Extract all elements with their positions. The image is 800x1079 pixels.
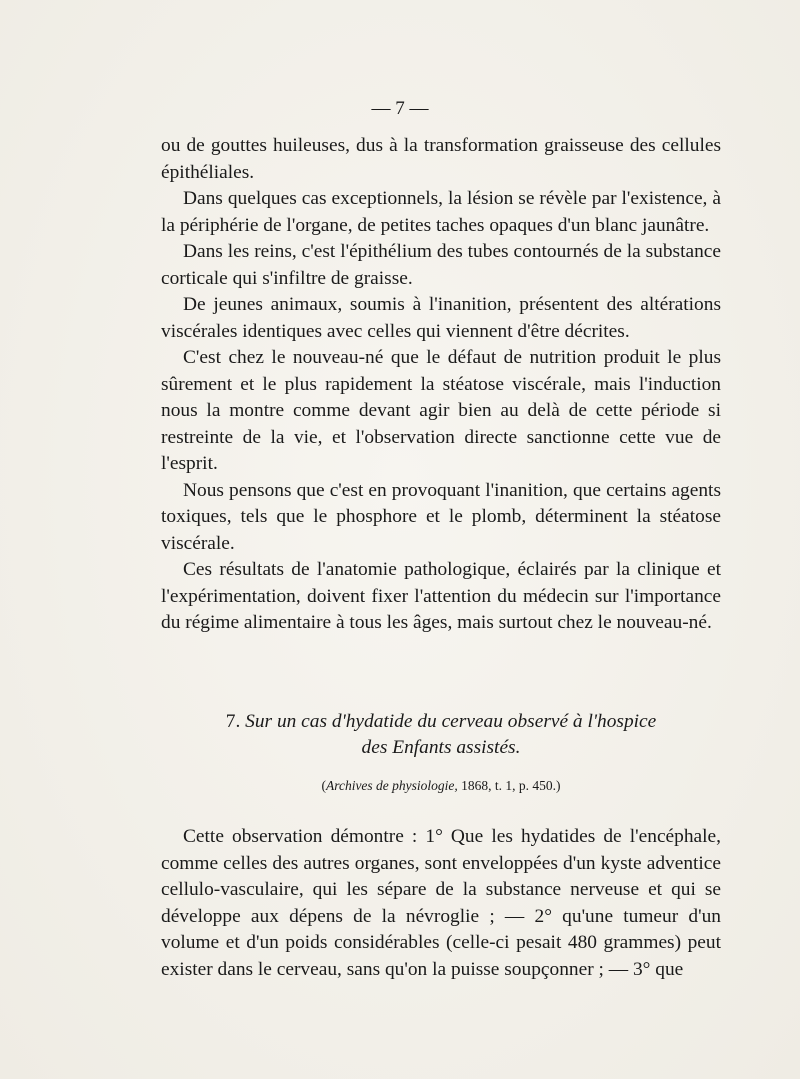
section-number: 7. — [225, 711, 241, 732]
citation-open: ( — [321, 778, 326, 793]
section-title-line-2: des Enfants assistés. — [361, 737, 521, 758]
paragraph: C'est chez le nouveau-né que le défaut de nutrition produit le plus sûrement et le plus rapidement la stéatose viscérale, mais l'induction nous la montre comme devant agir bien au delà de cette période si restreinte de la vie, et l'observation directe sanctionne cette vue de l'esprit. — [161, 347, 721, 474]
body-text-top — [161, 133, 721, 637]
paragraph: Ces résultats de l'anatomie pathologique, éclairés par la clinique et l'expérimentation, doivent fixer l'attention du médecin sur l'importance du régime alimentaire à tous les âges, mais surtout chez le nouveau-né. — [161, 559, 721, 633]
paragraph: Cette observation démontre : 1° Que les hydatides de l'encéphale, comme celles des autres organes, sont enveloppées d'un kyste adventice cellulo-vasculaire, qui les sépare de la substance nerveuse et qui se développe aux dépens de la névroglie ; — 2° qu'une tumeur d'un volume et d'un poids considérables (celle-ci pesait 480 grammes) peut exister dans le cerveau, sans qu'on la puisse soupçonner ; — 3° que — [161, 826, 721, 980]
body-text-bottom — [161, 824, 721, 983]
paragraph: Nous pensons que c'est en provoquant l'inanition, que certains agents toxiques, tels que le phosphore et le plomb, déterminent la stéatose viscérale. — [161, 479, 721, 554]
paragraph: De jeunes animaux, soumis à l'inanition, présentent des altérations viscérales identiques avec celles qui viennent d'être décrites. — [161, 294, 721, 342]
paragraph: Dans les reins, c'est l'épithélium des tubes contournés de la substance corticale qui s'infiltre de graisse. — [161, 241, 721, 289]
paragraph: Dans quelques cas exceptionnels, la lésion se révèle par l'existence, à la périphérie de l'organe, de petites taches opaques d'un blanc jaunâtre. — [161, 188, 721, 236]
citation-journal: Archives de physiologie, — [325, 778, 458, 793]
section-title-line-1 — [161, 709, 721, 735]
section-heading — [161, 709, 721, 761]
page-number: — 7 — — [371, 98, 429, 119]
citation-details: 1868, t. 1, p. 450.) — [457, 778, 561, 793]
paragraph: ou de gouttes huileuses, dus à la transformation graisseuse des cellules épithéliales. — [161, 135, 721, 183]
citation — [161, 777, 721, 795]
section-title-text: Sur un cas d'hydatide du cerveau observé à l'hospice — [245, 711, 657, 732]
